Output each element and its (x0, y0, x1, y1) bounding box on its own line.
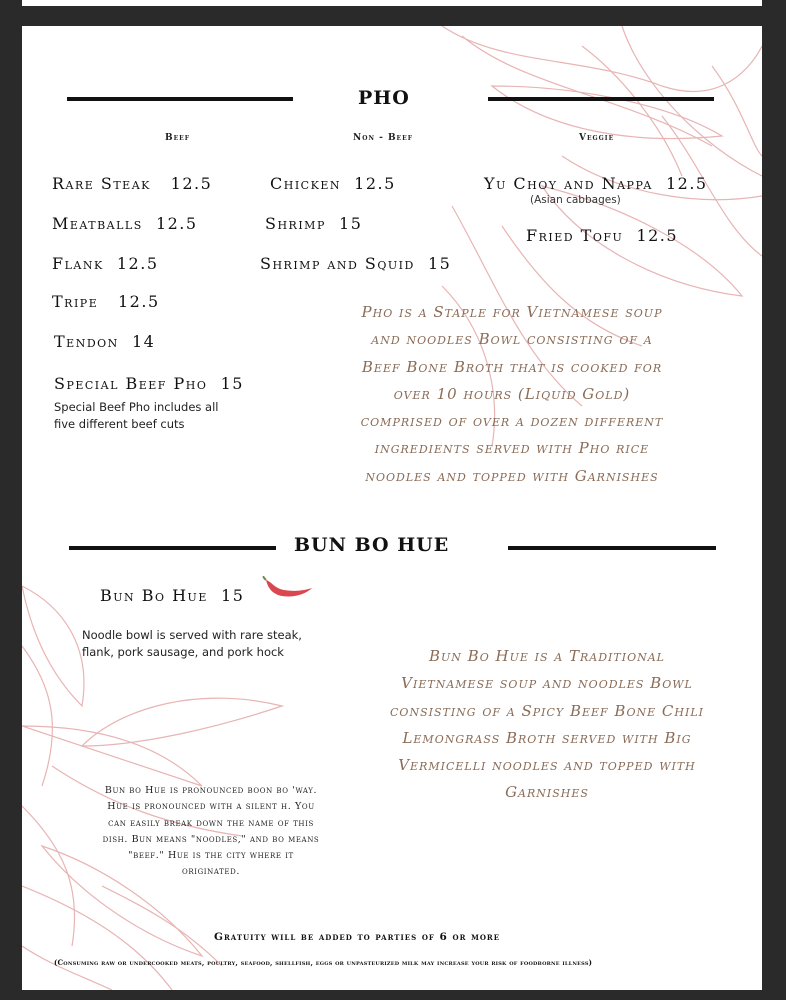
special-beef-pho-note (54, 399, 219, 433)
item-price: 15 (339, 214, 363, 233)
menu-item-tripe (52, 292, 160, 311)
menu-item-shrimp-and-squid (260, 254, 451, 273)
item-label: Bun Bo Hue (100, 586, 208, 605)
menu-item-fried-tofu (526, 226, 678, 245)
trivia-line: dish. Bun means "noodles," and bo means (102, 833, 320, 845)
item-label: Tendon (54, 332, 119, 351)
item-label: Meatballs (52, 214, 143, 233)
item-price: 12.5 (116, 254, 159, 273)
description-line: consisting of a Spicy Beef Bone Chili (390, 701, 704, 720)
bun-bo-hue-rule-left (69, 546, 276, 550)
description-line: Bun Bo Hue is a Traditional (429, 647, 665, 665)
trivia-line: "beef." Hue is the city where it (128, 850, 294, 862)
foodborne-illness-warning: (Consuming raw or undercooked meats, poultry, seafood, shellfish, eggs or unpasteurized milk may increase your risk of foodborne illness) (54, 958, 593, 967)
menu-item-flank (52, 254, 159, 273)
note-line: Noodle bowl is served with rare steak, (82, 628, 302, 642)
note-line: five different beef cuts (54, 417, 185, 431)
item-price: 12.5 (665, 174, 708, 193)
item-label: Shrimp (265, 214, 326, 233)
bun-bo-hue-description (352, 643, 742, 807)
trivia-line: originated. (182, 866, 240, 878)
item-price: 15 (221, 586, 245, 605)
menu-item-tendon (54, 332, 155, 351)
menu-item-shrimp (265, 214, 362, 233)
trivia-line: Hue is pronounced with a silent h. You (107, 801, 315, 813)
item-label: Special Beef Pho (54, 374, 208, 393)
pho-rule-right (488, 97, 714, 101)
gratuity-notice: Gratuity will be added to parties of 6 or more (214, 931, 501, 943)
description-line: comprised of over a dozen different (360, 412, 664, 431)
chili-pepper-icon (262, 576, 316, 600)
item-price: 12.5 (155, 214, 198, 233)
item-label: Rare Steak (52, 174, 151, 193)
menu-item-rare-steak (52, 174, 212, 193)
veggie-column-heading: Veggie (579, 133, 615, 143)
description-line: Pho is a Staple for Vietnamese soup (361, 303, 663, 321)
item-label: Yu Choy and Nappa (484, 174, 653, 193)
trivia-line: can easily break down the name of this (108, 817, 314, 829)
description-line: and noodles Bowl consisting of a (371, 330, 653, 349)
item-label: Chicken (270, 174, 341, 193)
beef-column-heading: Beef (165, 133, 191, 143)
pho-rule-left (67, 97, 293, 101)
pronunciation-note (80, 783, 342, 881)
description-line: Vietnamese soup and noodles Bowl (401, 674, 693, 693)
description-line: over 10 hours (Liquid Gold) (393, 384, 631, 403)
pho-section-title: PHO (358, 87, 410, 109)
description-line: ingredients served with Pho rice (374, 439, 650, 458)
menu-item-special-beef-pho (54, 374, 244, 393)
menu-item-chicken (270, 174, 396, 193)
description-line: Vermicelli noodles and topped with (398, 756, 696, 775)
nonbeef-column-heading: Non - Beef (353, 133, 413, 143)
item-price: 12.5 (118, 292, 160, 311)
trivia-line: Bun bo Hue is pronounced boon bo 'way. (104, 785, 318, 796)
item-price: 14 (131, 332, 156, 351)
bun-bo-hue-note (82, 627, 302, 661)
description-line: noodles and topped with Garnishes (365, 466, 659, 485)
note-line: Special Beef Pho includes all (54, 400, 219, 414)
item-price: 15 (220, 374, 244, 393)
pho-description (322, 299, 702, 490)
description-line: Beef Bone Broth that is cooked for (361, 357, 663, 376)
menu-page (22, 26, 762, 990)
description-line: Lemongrass Broth served with Big (402, 728, 692, 747)
yu-choy-note: (Asian cabbages) (530, 194, 621, 206)
menu-item-yu-choy-and-nappa (484, 174, 708, 193)
note-line: flank, pork sausage, and pork hock (82, 645, 284, 659)
item-price: 12.5 (636, 226, 679, 245)
description-line: Garnishes (505, 783, 589, 802)
item-price: 12.5 (170, 174, 213, 193)
item-price: 12.5 (354, 174, 396, 193)
previous-page-edge (22, 0, 762, 6)
item-price: 15 (428, 254, 452, 273)
menu-item-meatballs (52, 214, 198, 233)
item-label: Tripe (52, 292, 99, 311)
bun-bo-hue-rule-right (508, 546, 716, 550)
item-label: Flank (52, 254, 104, 273)
menu-item-bun-bo-hue (100, 586, 244, 605)
bun-bo-hue-section-title: BUN BO HUE (294, 534, 450, 556)
item-label: Shrimp and Squid (260, 254, 415, 273)
item-label: Fried Tofu (526, 226, 624, 245)
